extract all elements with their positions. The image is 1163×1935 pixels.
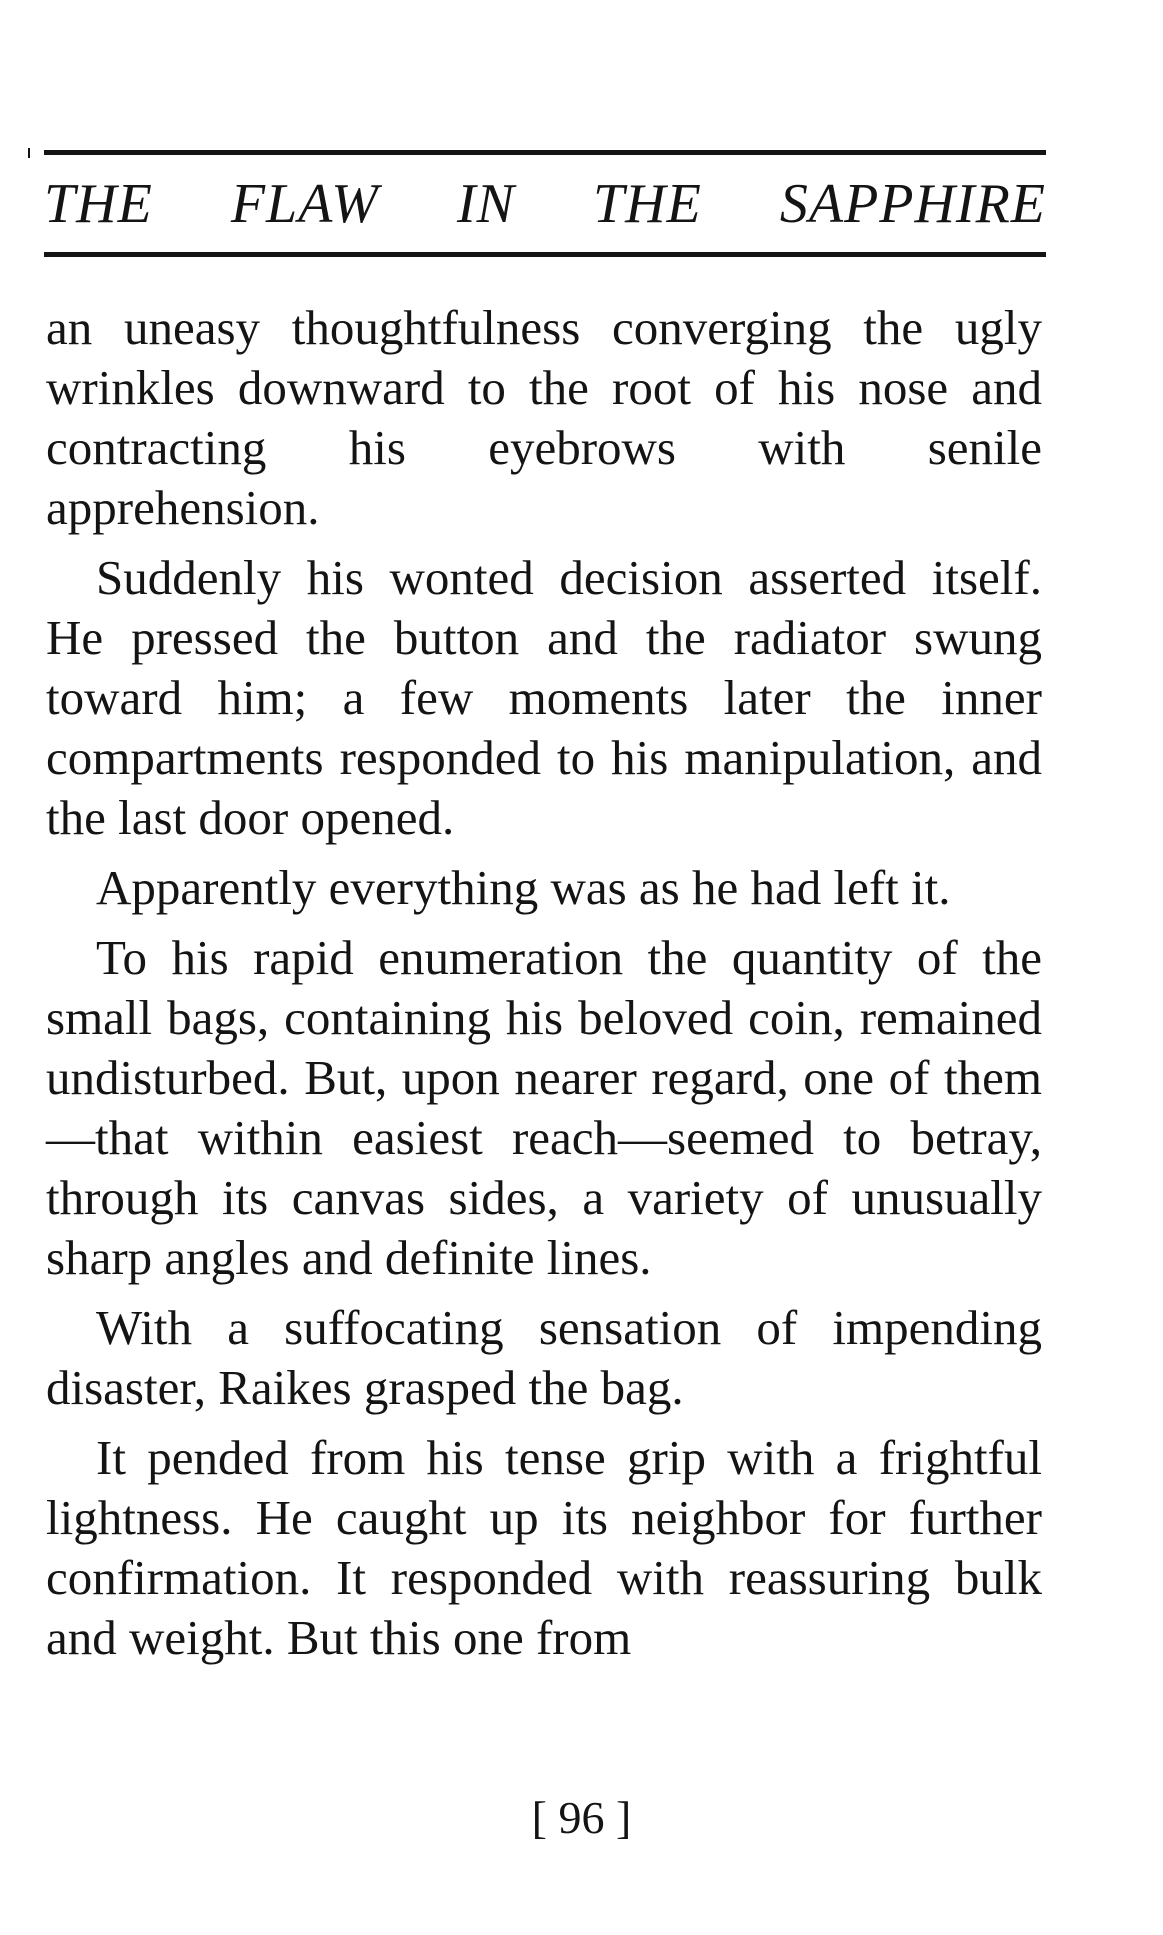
header-rule-bottom (44, 252, 1046, 257)
paragraph-1: an uneasy thoughtfulness converging the ugly wrinkles downward to the root of his nose and contracting his eyebrows with senile apprehension. (46, 300, 1042, 535)
running-head-word: SAPPHIRE (779, 173, 1046, 235)
running-head-word: IN (457, 173, 515, 235)
running-head-word: THE (44, 173, 153, 235)
paragraph-4: To his rapid enumeration the quantity of the small bags, containing his beloved coin, remained undisturbed. But, upon nearer regard, one of them—that within easiest reach—seemed to betray, through its canvas sides, a variety of unusually sharp angles and definite lines. (46, 930, 1042, 1285)
page-number: [ 96 ] (531, 1792, 632, 1843)
paragraph-3: Apparently everything was as he had left it. (96, 860, 951, 915)
paragraph-2: Suddenly his wonted decision asserted itself. He pressed the button and the radiator swung toward him; a few moments later the inner compartments responded to his manipulation, and the last door opened. (46, 550, 1042, 845)
paragraph-6: It pended from his tense grip with a frightful lightness. He caught up its neighbor for further confirmation. It responded with reassuring bulk and weight. But this one from (46, 1430, 1042, 1665)
body-text (46, 298, 1042, 1678)
running-head-word: THE (593, 173, 702, 235)
paragraph-5: With a suffocating sensation of impending disaster, Raikes grasped the bag. (46, 1300, 1042, 1415)
margin-mark (28, 148, 30, 158)
running-head-word: FLAW (230, 173, 379, 235)
header-rule-top (44, 150, 1046, 155)
running-head (44, 172, 1046, 236)
